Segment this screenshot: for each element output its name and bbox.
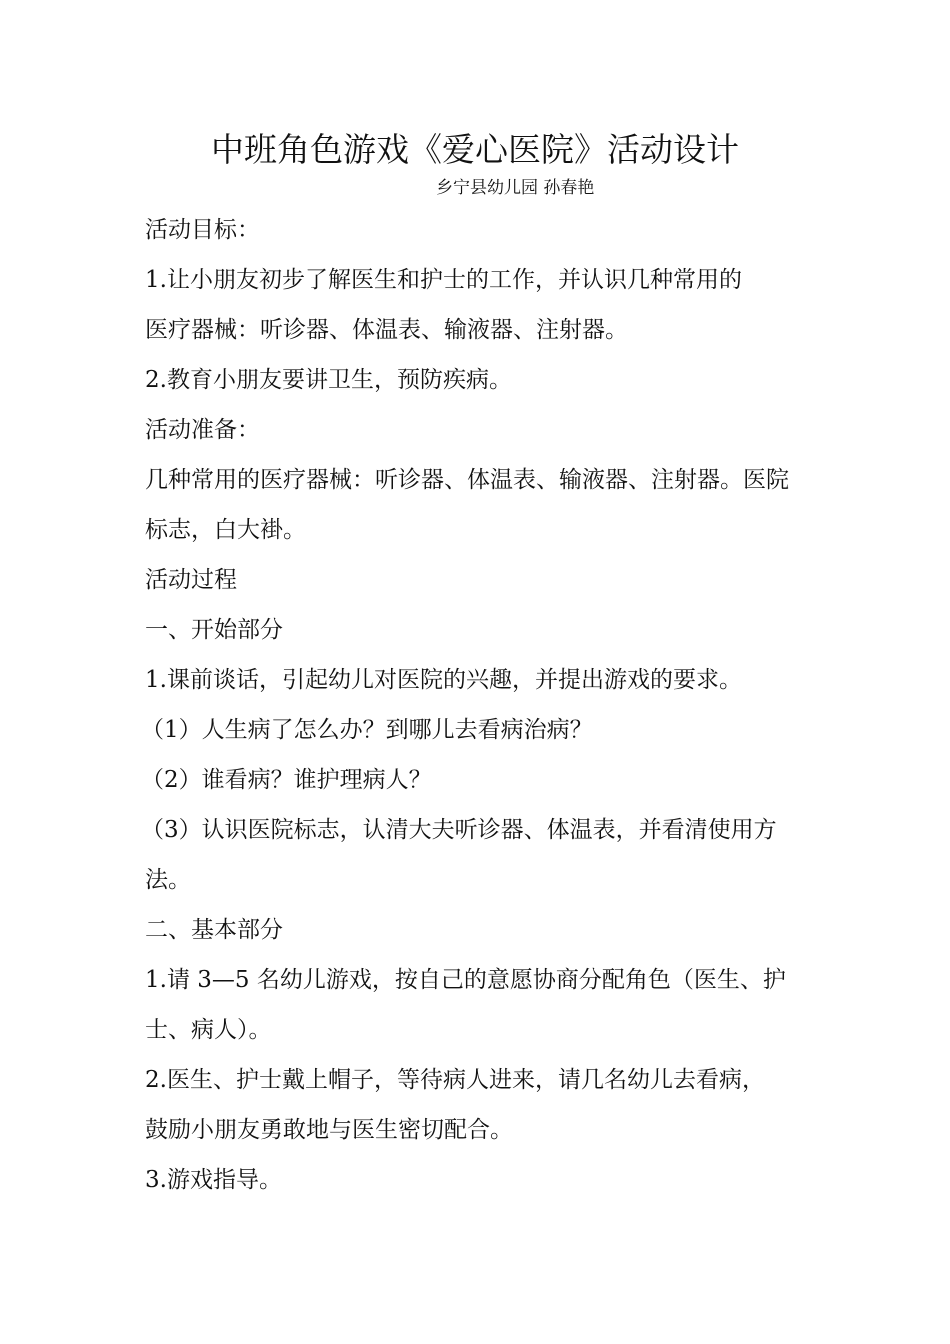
section-heading-process: 活动过程 (145, 567, 237, 593)
paragraph-line: 1.让小朋友初步了解医生和护士的工作，并认识几种常用的 (145, 267, 742, 293)
section-heading-preparation: 活动准备： (145, 417, 260, 443)
paragraph-line: 法。 (145, 867, 191, 893)
paragraph-line: 3.游戏指导。 (145, 1167, 282, 1193)
document-body (141, 205, 815, 1205)
paragraph-line: 标志，白大褂。 (145, 517, 306, 543)
paragraph-line: （2）谁看病？谁护理病人？ (141, 767, 432, 793)
paragraph-line: 医疗器械：听诊器、体温表、输液器、注射器。 (145, 317, 628, 343)
paragraph-line: 2.医生、护士戴上帽子，等待病人进来，请几名幼儿去看病， (145, 1067, 765, 1093)
paragraph-line: 鼓励小朋友勇敢地与医生密切配合。 (145, 1117, 513, 1143)
section-heading-goals: 活动目标： (145, 217, 260, 243)
paragraph-line: 2.教育小朋友要讲卫生，预防疾病。 (145, 367, 512, 393)
paragraph-line: 1.请 3—5 名幼儿游戏，按自己的意愿协商分配角色（医生、护 (145, 967, 786, 993)
paragraph-line: 1.课前谈话，引起幼儿对医院的兴趣，并提出游戏的要求。 (145, 667, 742, 693)
paragraph-line: 士、病人）。 (145, 1017, 272, 1043)
paragraph-line: （3）认识医院标志，认清大夫听诊器、体温表，并看清使用方 (141, 817, 777, 843)
document-title: 中班角色游戏《爱心医院》活动设计 (211, 130, 739, 169)
paragraph-line: （1）人生病了怎么办？到哪儿去看病治病？ (141, 717, 593, 743)
paragraph-line: 几种常用的医疗器械：听诊器、体温表、输液器、注射器。医院 (145, 467, 789, 493)
author-line: 乡宁县幼儿园 孙春艳 (436, 178, 595, 198)
subsection-heading-start: 一、开始部分 (145, 617, 283, 643)
subsection-heading-basic: 二、基本部分 (145, 917, 283, 943)
